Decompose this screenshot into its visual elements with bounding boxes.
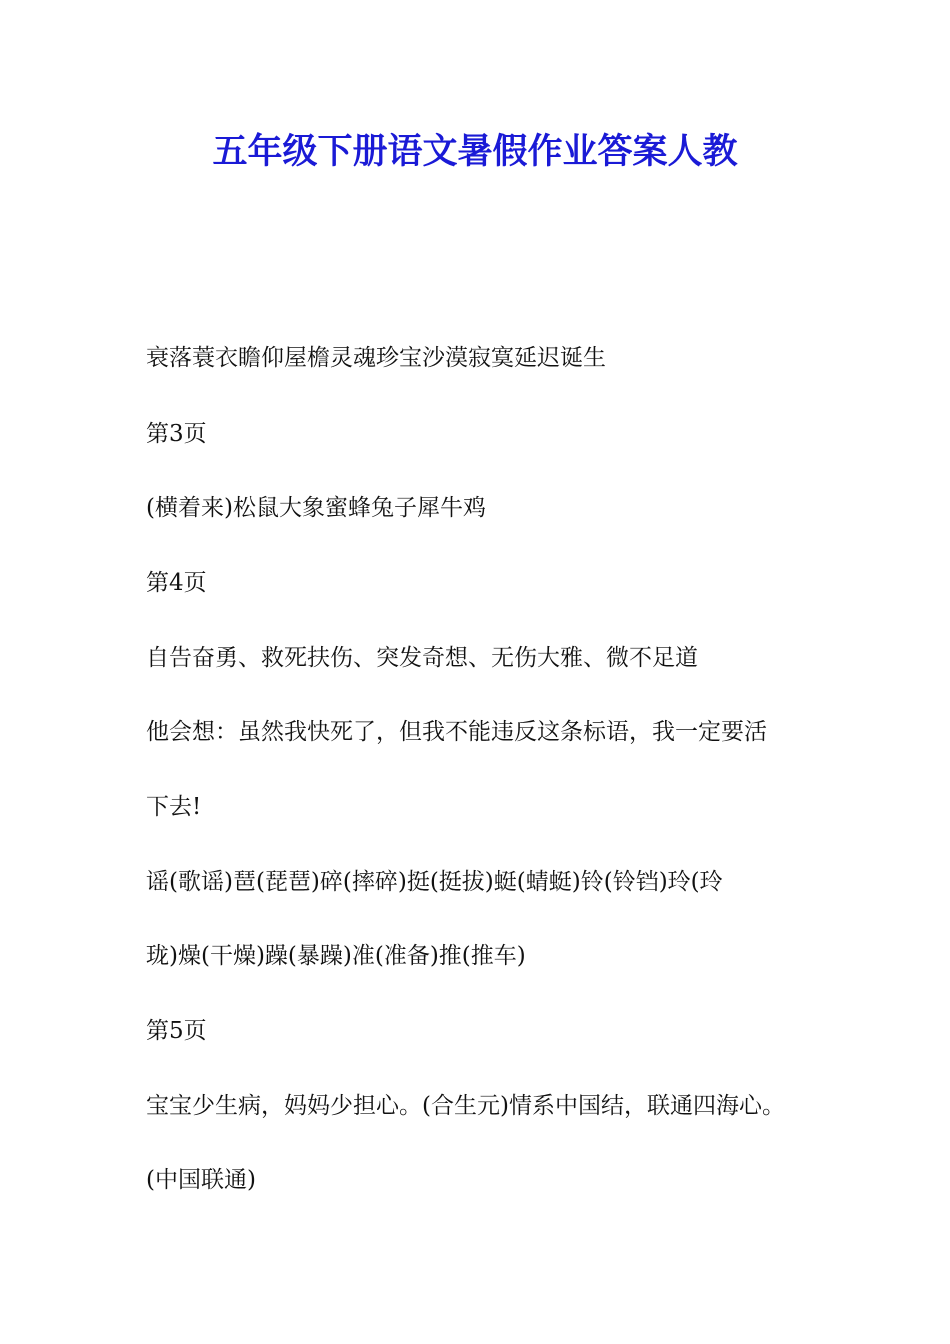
page-heading-3: 第3页 [146, 421, 207, 447]
answer-line-thought: 他会想：虽然我快死了，但我不能违反这条标语，我一定要活 [146, 719, 767, 745]
page-heading-5: 第5页 [146, 1018, 207, 1044]
answer-line-vocabulary: 衰落蓑衣瞻仰屋檐灵魂珍宝沙漠寂寞延迟诞生 [146, 345, 606, 371]
document-title: 五年级下册语文暑假作业答案人教 [212, 132, 738, 172]
answer-line-thought-cont: 下去! [146, 794, 202, 820]
page-heading-4: 第4页 [146, 570, 207, 596]
answer-line-characters-cont: 珑)燥(干燥)躁(暴躁)准(准备)推(推车) [146, 943, 526, 969]
answer-line-animals: (横着来)松鼠大象蜜蜂兔子犀牛鸡 [146, 495, 486, 521]
answer-line-characters: 谣(歌谣)琶(琵琶)碎(摔碎)挺(挺拔)蜓(蜻蜓)铃(铃铛)玲(玲 [146, 869, 723, 895]
answer-line-slogans: 宝宝少生病，妈妈少担心。(合生元)情系中国结，联通四海心。 [146, 1093, 785, 1119]
answer-line-slogans-cont: (中国联通) [146, 1167, 256, 1193]
answer-line-idioms: 自告奋勇、救死扶伤、突发奇想、无伤大雅、微不足道 [146, 645, 698, 671]
